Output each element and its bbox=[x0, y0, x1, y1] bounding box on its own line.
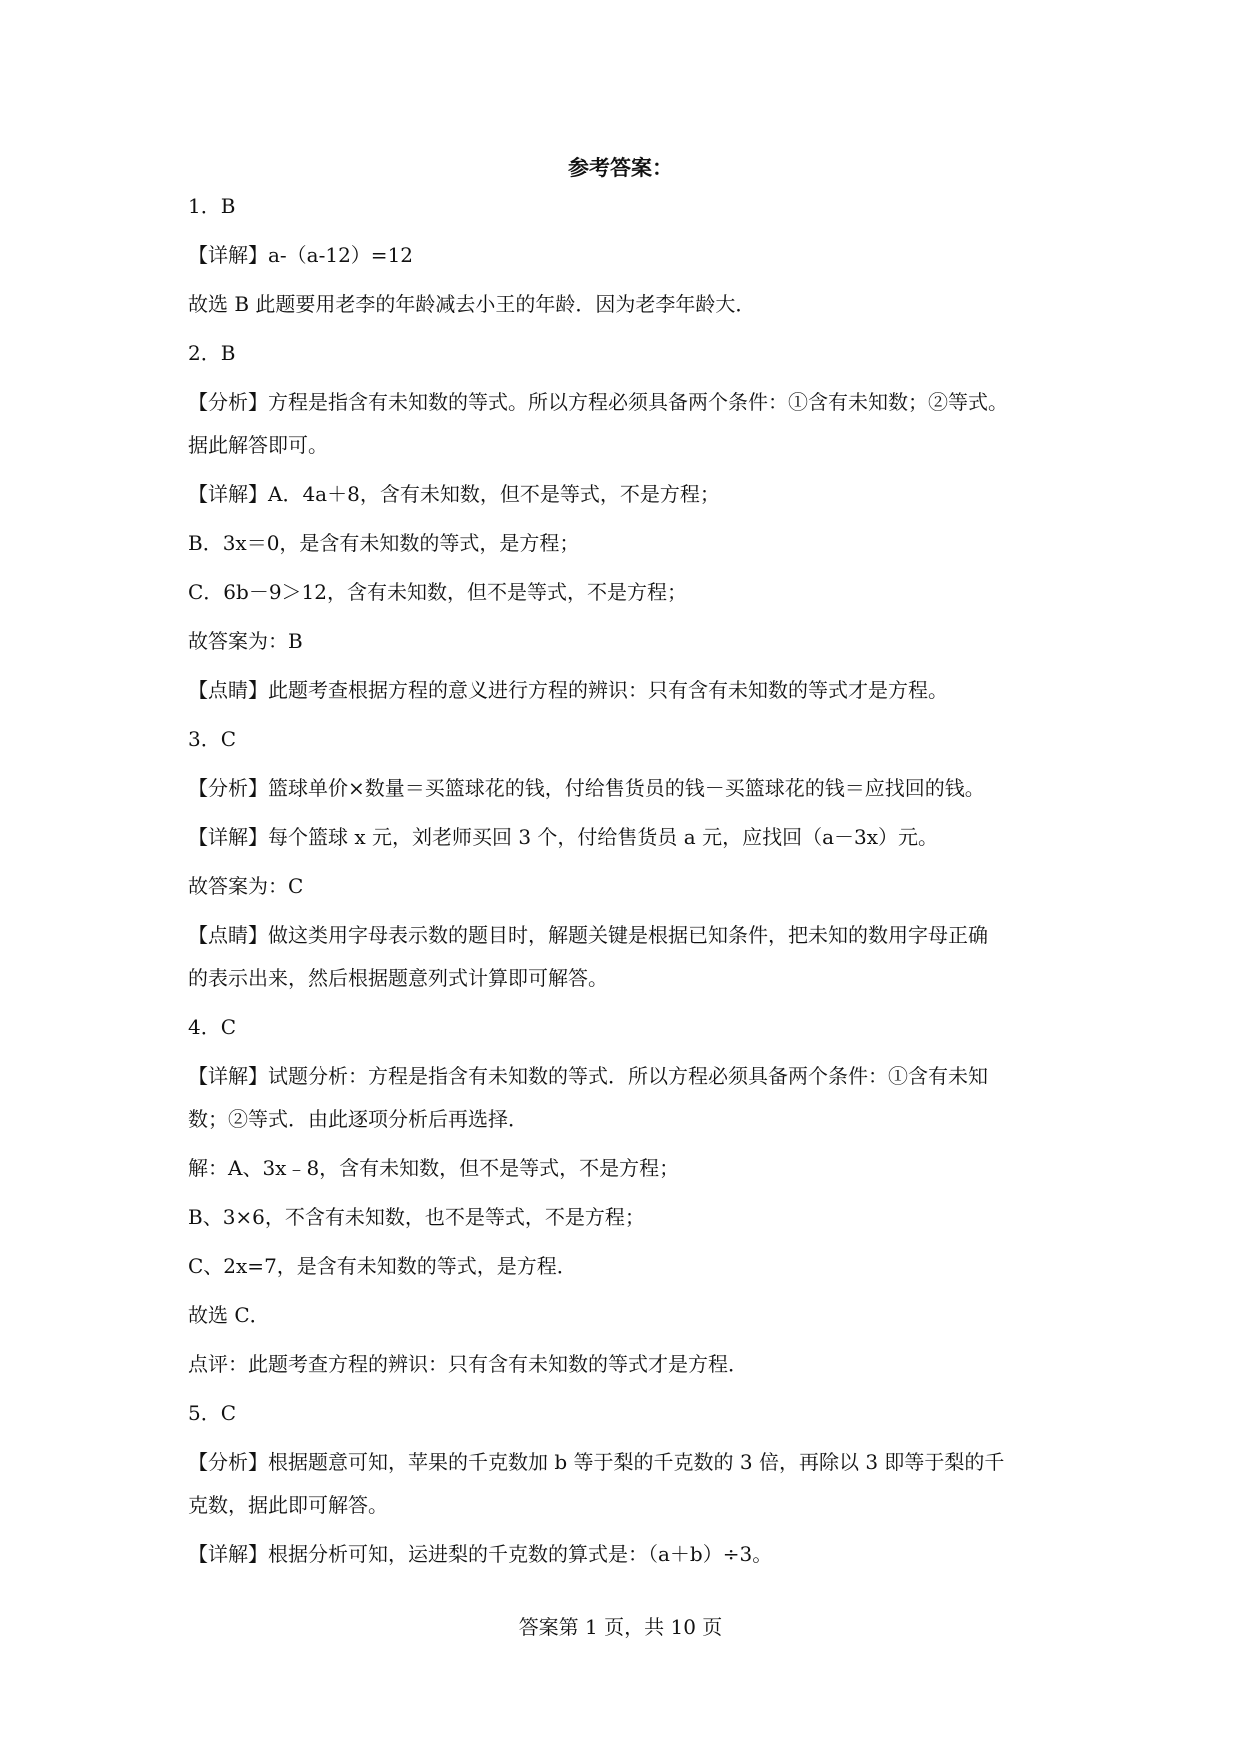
solution-line: B、3×6，不含有未知数，也不是等式，不是方程； bbox=[188, 1205, 645, 1229]
detail-line: 【详解】a-（a-12）=12 bbox=[188, 243, 414, 267]
comment-line-continued: 的表示出来，然后根据题意列式计算即可解答。 bbox=[188, 966, 608, 990]
detail-line: 【详解】根据分析可知，运进梨的千克数的算式是：（a＋b）÷3。 bbox=[188, 1542, 773, 1566]
detail-line: 【详解】试题分析：方程是指含有未知数的等式．所以方程必须具备两个条件：①含有未知 bbox=[188, 1064, 988, 1088]
conclusion-line: 故答案为：B bbox=[188, 629, 303, 653]
answer-number: 1．B bbox=[188, 194, 236, 218]
detail-line: B．3x＝0，是含有未知数的等式，是方程； bbox=[188, 531, 580, 555]
answer-number: 5．C bbox=[188, 1401, 237, 1425]
conclusion-line: 故答案为：C bbox=[188, 874, 304, 898]
detail-line: 【详解】A．4a＋8，含有未知数，但不是等式，不是方程； bbox=[188, 482, 720, 506]
solution-line: C、2x=7，是含有未知数的等式，是方程． bbox=[188, 1254, 577, 1278]
review-line: 点评：此题考查方程的辨识：只有含有未知数的等式才是方程． bbox=[188, 1352, 748, 1376]
detail-line: 【详解】每个篮球 x 元，刘老师买回 3 个，付给售货员 a 元，应找回（a－3x）元。 bbox=[188, 825, 938, 849]
solution-line: 解：A、3x﹣8，含有未知数，但不是等式，不是方程； bbox=[188, 1156, 680, 1180]
analysis-line: 【分析】篮球单价×数量＝买篮球花的钱，付给售货员的钱－买篮球花的钱＝应找回的钱。 bbox=[188, 776, 985, 800]
comment-line: 【点睛】做这类用字母表示数的题目时，解题关键是根据已知条件，把未知的数用字母正确 bbox=[188, 923, 988, 947]
answer-number: 3．C bbox=[188, 727, 237, 751]
analysis-line-continued: 克数，据此即可解答。 bbox=[188, 1493, 388, 1517]
conclusion-line: 故选 C． bbox=[188, 1303, 270, 1327]
answer-content bbox=[188, 190, 1058, 1587]
conclusion-line: 故选 B 此题要用老李的年龄减去小王的年龄．因为老李年龄大． bbox=[188, 292, 756, 316]
page-title: 参考答案： bbox=[568, 155, 673, 180]
detail-line-continued: 数；②等式．由此逐项分析后再选择． bbox=[188, 1107, 528, 1131]
comment-line: 【点睛】此题考查根据方程的意义进行方程的辨识：只有含有未知数的等式才是方程。 bbox=[188, 678, 948, 702]
analysis-line: 【分析】根据题意可知，苹果的千克数加 b 等于梨的千克数的 3 倍，再除以 3 即等于梨的千 bbox=[188, 1450, 1005, 1474]
answer-number: 4．C bbox=[188, 1015, 237, 1039]
answer-number: 2．B bbox=[188, 341, 236, 365]
detail-line: C．6b－9＞12，含有未知数，但不是等式，不是方程； bbox=[188, 580, 688, 604]
analysis-line-continued: 据此解答即可。 bbox=[188, 433, 328, 457]
page-footer: 答案第 1 页，共 10 页 bbox=[518, 1615, 723, 1639]
analysis-line: 【分析】方程是指含有未知数的等式。所以方程必须具备两个条件：①含有未知数；②等式。 bbox=[188, 390, 1008, 414]
